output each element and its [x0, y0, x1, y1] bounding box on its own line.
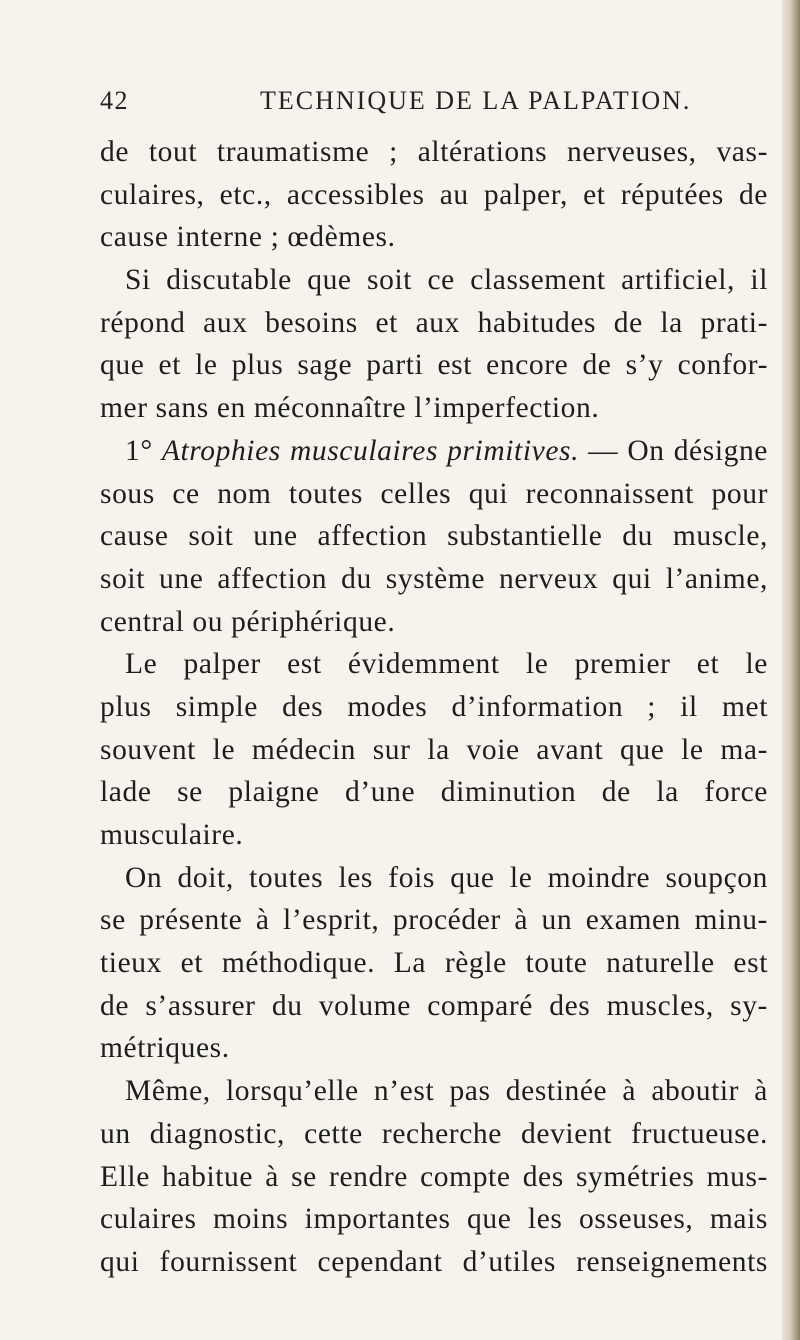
page-number: 42	[100, 86, 129, 115]
text-line: se présente à l’esprit, procéder à un examen minu-	[100, 904, 768, 937]
section-title: Atrophies musculaires primitives.	[161, 434, 580, 467]
text-line: Le palper est évidemment le premier et le	[125, 648, 768, 681]
text-line: un diagnostic, cette recherche devient fructueuse.	[100, 1117, 768, 1150]
text-line: de s’assurer du volume comparé des muscles, sy-	[100, 989, 768, 1022]
text-line: de tout traumatisme ; altérations nerveuses, vas-	[100, 136, 768, 168]
text-line: On doit, toutes les fois que le moindre soupçon	[125, 861, 768, 894]
text-line: central ou périphérique.	[100, 605, 396, 638]
section-heading-rest: — On désigne	[588, 434, 769, 467]
text-line: lade se plaigne d’une diminution de la force	[100, 776, 768, 809]
text-line: cause interne ; œdèmes.	[100, 221, 396, 254]
section-number: 1°	[125, 434, 153, 467]
text-line: tieux et méthodique. La règle toute naturelle est	[100, 947, 768, 980]
page-header	[100, 86, 768, 126]
text-line: plus simple des modes d’information ; il met	[100, 690, 768, 723]
text-line: souvent le médecin sur la voie avant que le ma-	[100, 733, 768, 766]
text-line: que et le plus sage parti est encore de s’y confor-	[100, 349, 768, 382]
text-line: qui fournissent cependant d’utiles renseignements	[100, 1245, 768, 1278]
text-line: Elle habitue à se rendre compte des symétries mus-	[100, 1160, 768, 1193]
text-line: métriques.	[100, 1032, 230, 1065]
text-line: sous ce nom toutes celles qui reconnaissent pour	[100, 477, 768, 510]
running-title: TECHNIQUE DE LA PALPATION.	[260, 86, 692, 115]
text-line: culaires moins importantes que les osseuses, mais	[100, 1203, 768, 1236]
section-heading-line	[100, 430, 768, 473]
text-line: culaires, etc., accessibles au palper, et réputées de	[100, 178, 768, 211]
book-spine-edge	[782, 0, 800, 1340]
text-line: Même, lorsqu’elle n’est pas destinée à aboutir à	[125, 1075, 768, 1108]
text-line: musculaire.	[100, 819, 244, 851]
text-line: cause soit une affection substantielle du muscle,	[100, 520, 768, 553]
text-line: soit une affection du système nerveux qui l’anime,	[100, 562, 768, 595]
text-line: répond aux besoins et aux habitudes de la prati-	[100, 306, 768, 339]
body-text	[100, 131, 768, 1284]
text-line: mer sans en méconnaître l’imperfection.	[100, 392, 600, 425]
text-line: Si discutable que soit ce classement artificiel, il	[125, 264, 768, 297]
